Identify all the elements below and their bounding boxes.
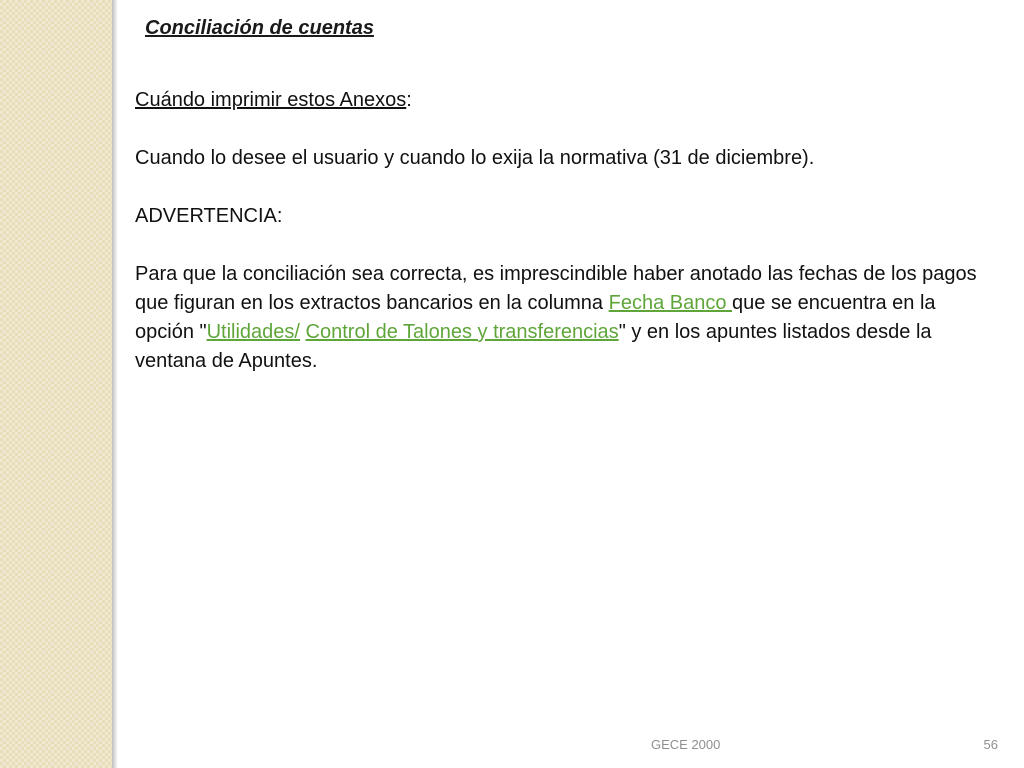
decorative-side-band: [0, 0, 112, 768]
paragraph-warning: [135, 260, 1000, 376]
heading-when-to-print: [135, 86, 1000, 115]
heading-warning: ADVERTENCIA:: [135, 205, 283, 227]
warning-text-2: que se encuentra en la opción ": [135, 292, 936, 343]
warning-text-1: Para que la conciliación sea correcta, es imprescindible haber anotado las fechas de los pagos que figuran en los extractos bancarios en la columna: [135, 263, 977, 314]
paragraph-when: Cuando lo desee el usuario y cuando lo exija la normativa (31 de diciembre).: [135, 147, 815, 169]
link-utilidades[interactable]: Utilidades/: [206, 321, 300, 343]
link-fecha-banco[interactable]: Fecha Banco: [608, 292, 733, 314]
slide-body: [135, 86, 1000, 376]
heading-when-to-print-text: Cuándo imprimir estos Anexos: [135, 89, 407, 111]
side-band-shadow: [112, 0, 118, 768]
footer-text: GECE 2000: [651, 737, 721, 752]
page-number: 56: [983, 737, 998, 752]
warning-text-4: " y en los apuntes listados desde la ventana de Apuntes.: [135, 321, 932, 372]
heading-colon: :: [406, 89, 412, 111]
link-control-talones[interactable]: Control de Talones y transferencias: [305, 321, 619, 343]
slide-title: Conciliación de cuentas: [145, 17, 374, 39]
